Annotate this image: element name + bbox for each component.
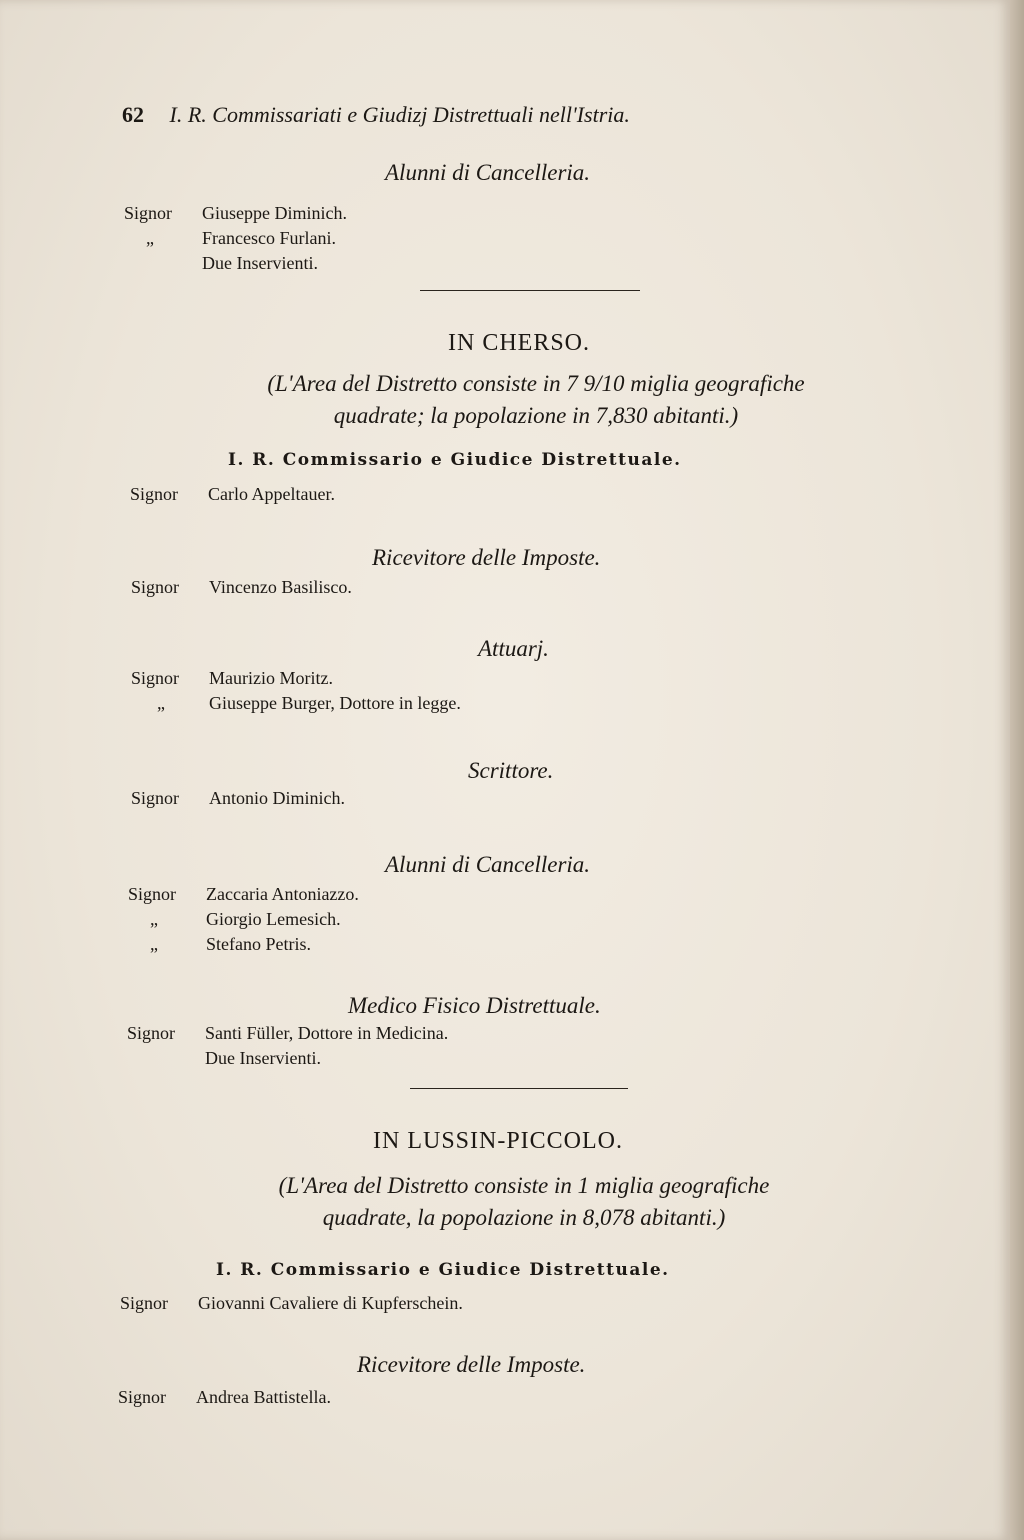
entry — [127, 1021, 448, 1046]
entry-label: „ — [146, 228, 154, 248]
entry-label: „ — [157, 693, 165, 713]
entry-label: Signor — [131, 788, 180, 808]
entry-label: Signor — [118, 1387, 167, 1407]
office-heading-cherso: I. R. Commissario e Giudice Distrettuale. — [228, 450, 682, 470]
entry — [131, 575, 352, 600]
entry — [128, 907, 359, 932]
entry — [128, 932, 359, 957]
entry-name: Maurizio Moritz. — [209, 668, 333, 688]
entry — [124, 251, 347, 276]
entry — [127, 1046, 448, 1071]
entry-list-ricevitore — [131, 575, 352, 600]
area-note-cherso — [146, 368, 926, 432]
entry-label: Signor — [128, 884, 177, 904]
entry-name: Giuseppe Diminich. — [202, 203, 347, 223]
entry-name: Antonio Diminich. — [209, 788, 345, 808]
entry-label: Signor — [120, 1293, 169, 1313]
area-line: quadrate, la popolazione in 8,078 abitanti.) — [322, 1205, 726, 1230]
entry-name: Francesco Furlani. — [202, 228, 336, 248]
entry — [128, 882, 359, 907]
entry-list-medico — [127, 1021, 448, 1071]
entry-name: Giuseppe Burger, Dottore in legge. — [209, 693, 461, 713]
entry-list-attuarj — [131, 666, 461, 716]
section-divider — [420, 290, 640, 291]
entry-list-alunni-cherso — [128, 882, 359, 957]
office-heading-lussin: I. R. Commissario e Giudice Distrettuale. — [216, 1260, 670, 1280]
entry-label: „ — [150, 909, 158, 929]
entry-name: Due Inservienti. — [205, 1048, 321, 1068]
section-heading-alunni: Alunni di Cancelleria. — [385, 160, 591, 185]
entry-name: Vincenzo Basilisco. — [209, 577, 352, 597]
entry — [118, 1385, 331, 1410]
page-edge — [1010, 0, 1024, 1540]
entry — [131, 666, 461, 691]
running-title: I. R. Commissariati e Giudizj Distrettuali nell'Istria. — [169, 102, 630, 127]
entry-name: Andrea Battistella. — [196, 1387, 331, 1407]
entry-label: Signor — [124, 203, 173, 223]
area-line: quadrate; la popolazione in 7,830 abitanti.) — [333, 403, 739, 428]
entry-label: Signor — [130, 484, 179, 504]
entry-label: Signor — [131, 668, 180, 688]
page-number: 62 — [122, 102, 144, 127]
entry-list-office-lussin — [120, 1291, 463, 1316]
entry-list-scrittore — [131, 786, 345, 811]
town-heading-cherso: IN CHERSO. — [448, 330, 591, 356]
entry-list-alunni — [124, 201, 347, 276]
area-note-lussin — [134, 1170, 914, 1234]
section-heading-medico: Medico Fisico Distrettuale. — [348, 993, 601, 1018]
entry-name: Due Inservienti. — [202, 253, 318, 273]
entry-name: Zaccaria Antoniazzo. — [206, 884, 359, 904]
section-divider — [410, 1088, 628, 1089]
section-heading-attuarj: Attuarj. — [478, 636, 549, 661]
entry-name: Santi Füller, Dottore in Medicina. — [205, 1023, 449, 1043]
entry — [131, 691, 461, 716]
entry — [124, 201, 347, 226]
town-heading-lussin: IN LUSSIN-PICCOLO. — [373, 1128, 624, 1154]
section-heading-alunni-cherso: Alunni di Cancelleria. — [385, 852, 591, 877]
entry — [130, 482, 335, 507]
entry — [131, 786, 345, 811]
entry-name: Stefano Petris. — [206, 934, 311, 954]
section-heading-scrittore: Scrittore. — [468, 758, 554, 783]
section-heading-ricevitore-lussin: Ricevitore delle Imposte. — [357, 1352, 586, 1377]
entry-list-office — [130, 482, 335, 507]
entry-label: Signor — [127, 1023, 176, 1043]
entry-list-ricevitore-lussin — [118, 1385, 331, 1410]
area-line: (L'Area del Distretto consiste in 1 miglia geografiche — [278, 1173, 770, 1198]
entry-name: Giovanni Cavaliere di Kupferschein. — [198, 1293, 463, 1313]
entry — [124, 226, 347, 251]
running-header — [122, 102, 630, 128]
area-line: (L'Area del Distretto consiste in 7 9/10 miglia geografiche — [267, 371, 805, 396]
entry-name: Carlo Appeltauer. — [208, 484, 335, 504]
entry — [120, 1291, 463, 1316]
section-heading-ricevitore: Ricevitore delle Imposte. — [372, 545, 601, 570]
entry-label: Signor — [131, 577, 180, 597]
entry-name: Giorgio Lemesich. — [206, 909, 341, 929]
entry-label: „ — [150, 934, 158, 954]
